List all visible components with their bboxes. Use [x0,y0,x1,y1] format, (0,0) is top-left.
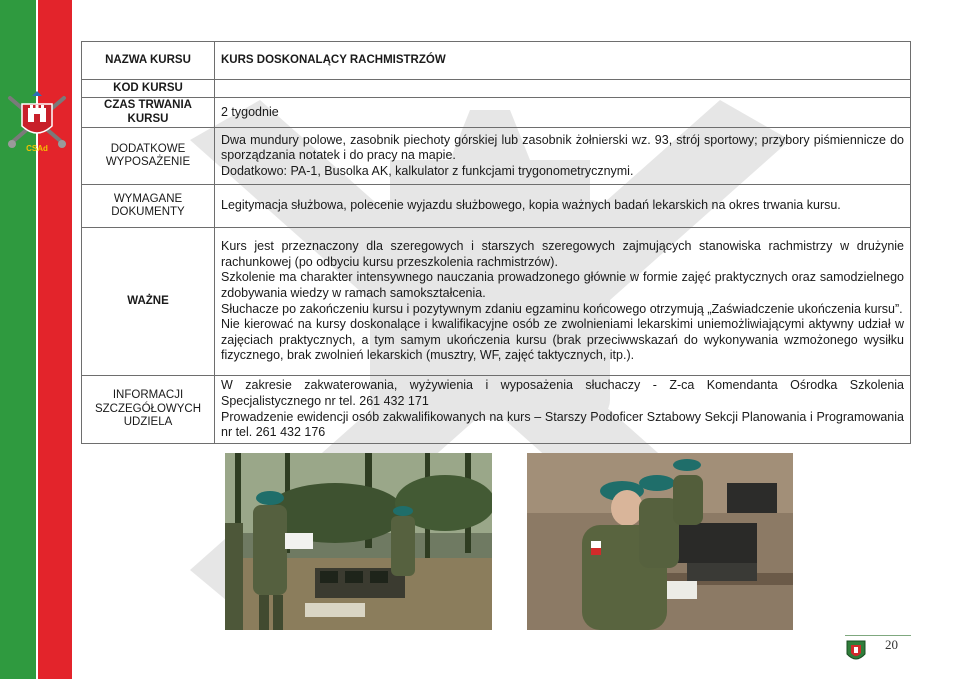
value-contact [215,376,911,444]
label-contact: INFORMACJI SZCZEGÓŁOWYCH UDZIELA [82,376,215,444]
equipment-line-2: Dodatkowo: PA-1, Busolka AK, kalkulator z funkcjami trygonometrycznymi. [221,163,634,178]
page-number: 20 [885,637,898,652]
unit-badge-icon [846,640,866,664]
value-important [215,228,911,376]
row-course-code [82,80,911,98]
important-paragraph-3: Słuchacze po zakończeniu kursu i pozytywnym zdaniu egzaminu końcowego otrzymują „Zaświadczenie ukończenia kursu”. [221,301,903,316]
photo-classroom-training [527,453,793,630]
row-course-name [82,42,911,80]
label-duration: CZAS TRWANIA KURSU [82,98,215,128]
page-number-rule [845,635,911,636]
contact-line-1: W zakresie zakwaterowania, wyżywienia i wyposażenia słuchaczy - Z-ca Komendanta Ośrodka Szkolenia Specjalistycznego nr tel. 261 432 171 [221,378,904,408]
label-important: WAŻNE [82,228,215,376]
label-course-code: KOD KURSU [82,80,215,98]
artillery-emblem-icon [4,88,70,154]
label-equipment: DODATKOWE WYPOSAŻENIE [82,128,215,185]
important-paragraph-1: Kurs jest przeznaczony dla szeregowych i starszych szeregowych zajmujących stanowiska rachmistrzy w drużynie rachunkowej (po odbyciu kursu przeszkolenia rachmistrzów). [221,239,904,269]
emblem-text: CSAd [26,144,48,153]
value-documents: Legitymacja służbowa, polecenie wyjazdu służbowego, kopia ważnych badań lekarskich na okres trwania kursu. [215,185,911,228]
row-equipment [82,128,911,185]
row-contact [82,376,911,444]
label-documents: WYMAGANE DOKUMENTY [82,185,215,228]
row-important [82,228,911,376]
equipment-line-1: Dwa mundury polowe, zasobnik piechoty górskiej lub zasobnik żołnierski wz. 93, strój sportowy; przybory piśmiennicze do sporządzania notatek i do pracy na mapie. [221,132,904,163]
value-course-name: KURS DOSKONALĄCY RACHMISTRZÓW [215,42,911,80]
important-paragraph-2: Szkolenie ma charakter intensywnego nauczania prowadzonego głównie w formie zajęć praktycznych oraz samodzielnego zdobywania wiedzy w ramach samokształcenia. [221,270,904,300]
contact-line-2: Prowadzenie ewidencji osób zakwalifikowanych na kurs – Starszy Podoficer Sztabowy Sekcji Planowania i Programowania nr tel. 261 432 176 [221,409,904,440]
row-duration [82,98,911,128]
value-course-code [215,80,911,98]
photo-field-training [225,453,492,630]
course-info-table [81,41,911,444]
label-course-name: NAZWA KURSU [82,42,215,80]
important-paragraph-4: Nie kierować na kursy doskonalące i kwalifikacyjne osób ze zwolnieniami lekarskimi uniemożliwiającymi aktywny udział w zajęciach praktycznych, a tym samym ukończenia kursu (brak przeciwwskazań do wykonywania wzmożonego wysiłku fizycznego, brak zwolnień lekarskich (musztry, WF, zajęć taktycznych, itp.). [221,317,904,363]
value-duration: 2 tygodnie [215,98,911,128]
row-documents [82,185,911,228]
value-equipment [215,128,911,185]
